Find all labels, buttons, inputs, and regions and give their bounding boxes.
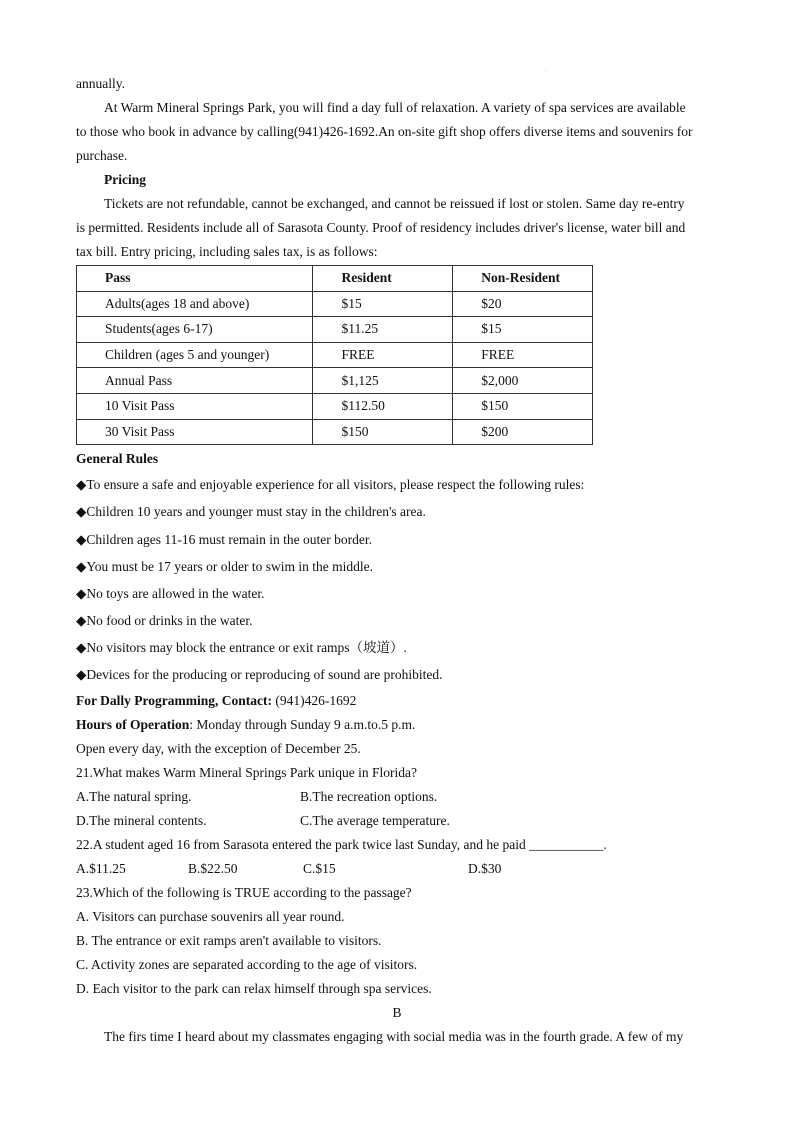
intro-fragment: annually. (76, 76, 125, 91)
hours-label: Hours of Operation (76, 716, 190, 732)
non-resident-price-cell: $200 (453, 419, 593, 445)
table-row (77, 368, 593, 394)
contact-line (76, 689, 718, 713)
option-b: B.The recreation options. (300, 788, 438, 804)
rule-item: ◆No toys are allowed in the water. (76, 585, 265, 601)
option-d: D.$30 (468, 860, 502, 876)
intro-paragraph-line-3: purchase. (76, 148, 128, 163)
top-mark: . (545, 67, 547, 73)
option-a: A.$11.25 (76, 860, 126, 876)
pricing-paragraph-line-2: is permitted. Residents include all of Sarasota County. Proof of residency includes driver's license, water bill and (76, 220, 686, 235)
rule-item: ◆Devices for the producing or reproducing of sound are prohibited. (76, 667, 443, 683)
pass-cell: Annual Pass (77, 368, 313, 394)
header-resident: Resident (313, 266, 453, 292)
rule-item: ◆To ensure a safe and enjoyable experience for all visitors, please respect the following rules: (76, 477, 585, 493)
table-row (77, 291, 593, 317)
hours-line (76, 713, 718, 737)
pass-cell: Adults(ages 18 and above) (77, 291, 313, 317)
rule-item: ◆Children 10 years and younger must stay in the children's area. (76, 504, 426, 520)
table-row (77, 393, 593, 419)
option-b: B.$22.50 (188, 860, 238, 876)
section-b-label: B (392, 1004, 402, 1020)
rule-item: ◆Children ages 11-16 must remain in the outer border. (76, 531, 372, 547)
contact-phone: (941)426-1692 (271, 692, 357, 708)
question-22-options-row (76, 857, 718, 881)
pass-cell: 30 Visit Pass (77, 419, 313, 445)
pricing-table-header-row (77, 266, 593, 292)
question-23: 23.Which of the following is TRUE according to the passage? (76, 884, 412, 900)
option-b: B. The entrance or exit ramps aren't available to visitors. (76, 932, 382, 948)
intro-paragraph-line-1: At Warm Mineral Springs Park, you will find a day full of relaxation. A variety of spa services are available (104, 100, 686, 115)
question-21-options-row-1 (76, 785, 718, 809)
document-page (76, 72, 718, 1049)
contact-label: For Dally Programming, Contact: (76, 692, 272, 708)
rules-heading: General Rules (76, 451, 159, 467)
non-resident-price-cell: $2,000 (453, 368, 593, 394)
non-resident-price-cell: $20 (453, 291, 593, 317)
pricing-table (76, 265, 593, 445)
question-21-options-row-2 (76, 809, 718, 833)
resident-price-cell: $150 (313, 419, 453, 445)
pass-cell: Students(ages 6-17) (77, 317, 313, 343)
pass-cell: Children (ages 5 and younger) (77, 342, 313, 368)
question-21: 21.What makes Warm Mineral Springs Park unique in Florida? (76, 764, 417, 780)
table-row (77, 419, 593, 445)
question-22: 22.A student aged 16 from Sarasota entered the park twice last Sunday, and he paid ___________. (76, 836, 607, 852)
table-row (77, 317, 593, 343)
resident-price-cell: $15 (313, 291, 453, 317)
table-row (77, 342, 593, 368)
rule-item: ◆No food or drinks in the water. (76, 613, 253, 629)
option-a: A. Visitors can purchase souvenirs all year round. (76, 908, 345, 924)
pricing-paragraph-line-3: tax bill. Entry pricing, including sales tax, is as follows: (76, 244, 378, 259)
pricing-paragraph-line-1: Tickets are not refundable, cannot be exchanged, and cannot be reissued if lost or stolen. Same day re-entry (104, 196, 685, 211)
non-resident-price-cell: $150 (453, 393, 593, 419)
hours-value: : Monday through Sunday 9 a.m.to.5 p.m. (189, 716, 416, 732)
header-non-resident: Non-Resident (453, 266, 593, 292)
header-pass: Pass (77, 266, 313, 292)
option-c: C. Activity zones are separated according to the age of visitors. (76, 956, 418, 972)
non-resident-price-cell: FREE (453, 342, 593, 368)
option-d: D.The mineral contents. (76, 812, 207, 828)
resident-price-cell: $112.50 (313, 393, 453, 419)
pricing-heading: Pricing (104, 172, 146, 187)
pass-cell: 10 Visit Pass (77, 393, 313, 419)
resident-price-cell: FREE (313, 342, 453, 368)
intro-paragraph-line-2: to those who book in advance by calling(941)426-1692.An on-site gift shop offers diverse items and souvenirs for (76, 124, 693, 139)
option-c: C.$15 (303, 860, 336, 876)
option-a: A.The natural spring. (76, 788, 192, 804)
resident-price-cell: $1,125 (313, 368, 453, 394)
rule-item: ◆No visitors may block the entrance or exit ramps（坡道）. (76, 640, 407, 656)
resident-price-cell: $11.25 (313, 317, 453, 343)
non-resident-price-cell: $15 (453, 317, 593, 343)
open-days-line: Open every day, with the exception of December 25. (76, 740, 361, 756)
option-d: D. Each visitor to the park can relax himself through spa services. (76, 980, 432, 996)
section-b-paragraph-line-1: The firs time I heard about my classmates engaging with social media was in the fourth grade. A few of my (104, 1028, 684, 1044)
option-c: C.The average temperature. (300, 812, 450, 828)
rule-item: ◆You must be 17 years or older to swim in the middle. (76, 558, 373, 574)
